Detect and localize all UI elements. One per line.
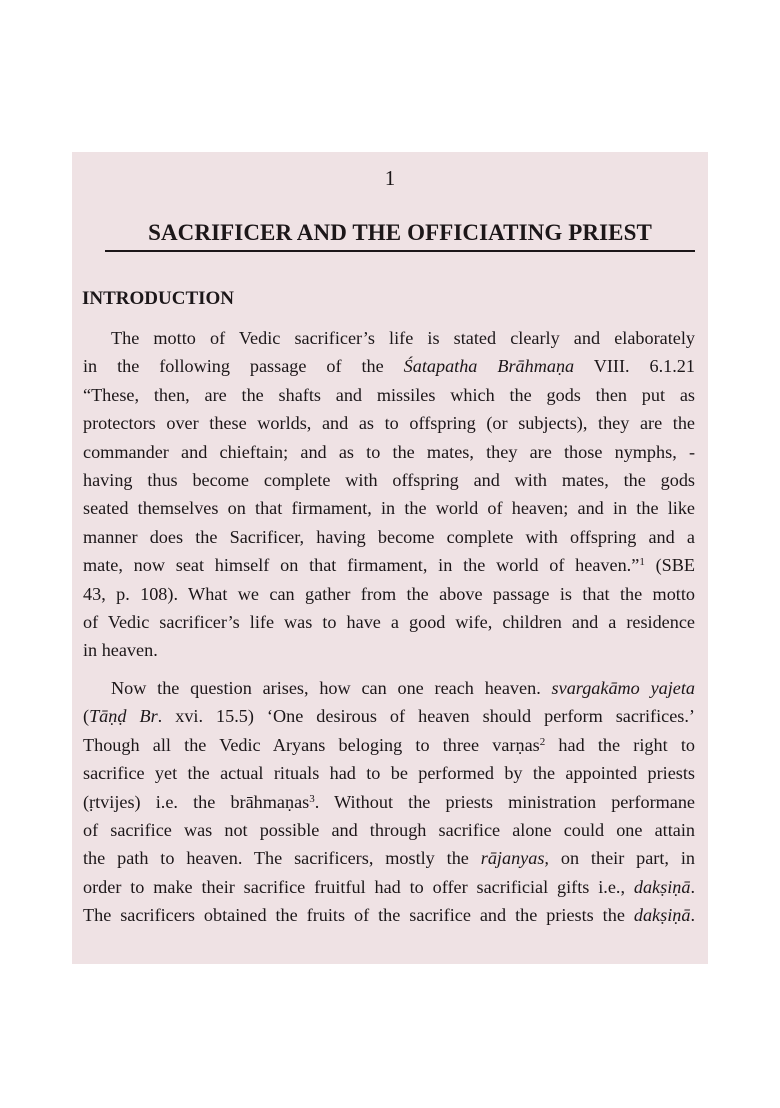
text-line: (Tāṇḍ Br. xvi. 15.5) ‘One desirous of heaven should perform sacrifices.’ <box>83 706 695 727</box>
italic-term: svargakāmo yajeta <box>551 677 696 698</box>
text-line: of Vedic sacrificer’s life was to have a good wife, children and a residence <box>83 612 695 633</box>
italic-term: Tāṇḍ Br <box>89 706 158 727</box>
title-underline <box>105 250 695 252</box>
section-heading: INTRODUCTION <box>82 288 235 309</box>
paragraph-1 <box>83 324 695 665</box>
text-line: Now the question arises, how can one reach heaven. svargakāmo yajeta <box>111 677 696 698</box>
page-number: 1 <box>384 166 396 190</box>
text-line: “These, then, are the shafts and missiles which the gods then put as <box>83 384 695 405</box>
italic-term: Śatapatha Brāhmaṇa <box>403 356 575 377</box>
text-line: in heaven. <box>83 640 158 661</box>
italic-term: rājanyas, <box>480 848 549 869</box>
text-line: seated themselves on that firmament, in the world of heaven; and in the like <box>83 498 695 519</box>
text-line: commander and chieftain; and as to the mates, they are those nymphs, - <box>83 441 695 462</box>
text-line: (ṛtvijes) i.e. the brāhmaṇas$^3$. Without the priests ministration performane <box>83 791 696 812</box>
text-line: of sacrifice was not possible and through sacrifice alone could one attain <box>83 819 695 840</box>
text-line: The sacrificers obtained the fruits of the sacrifice and the priests the dakṣiṇā. <box>83 905 695 926</box>
text-line: Though all the Vedic Aryans beloging to three varṇas$^2$ had the right to <box>83 734 695 755</box>
text-line: mate, now seat himself on that firmament, in the world of heaven.”$^1$ (SBE <box>83 555 695 576</box>
italic-term: dakṣiṇā <box>633 876 691 897</box>
text-line: 43, p. 108). What we can gather from the above passage is that the motto <box>83 583 695 604</box>
text-line: order to make their sacrifice fruitful had to offer sacrificial gifts i.e., dakṣiṇā. <box>83 876 695 897</box>
text-line: manner does the Sacrificer, having become complete with offspring and a <box>83 526 695 547</box>
footnote-ref: 1 <box>639 556 645 569</box>
text-line: The motto of Vedic sacrificer’s life is stated clearly and elaborately <box>111 328 695 348</box>
italic-term: dakṣiṇā <box>633 905 691 926</box>
book-page <box>72 152 708 964</box>
chapter-title: SACRIFICER AND THE OFFICIATING PRIEST <box>148 220 652 245</box>
text-line: the path to heaven. The sacrificers, mostly the rājanyas, on their part, in <box>83 848 695 869</box>
text-line: having thus become complete with offspring and with mates, the gods <box>83 470 695 491</box>
body-text <box>83 324 695 930</box>
paragraph-2 <box>83 674 695 930</box>
text-line: sacrifice yet the actual rituals had to be performed by the appointed priests <box>83 763 695 784</box>
footnote-ref: 2 <box>539 735 546 748</box>
text-line: protectors over these worlds, and as to offspring (or subjects), they are the <box>83 413 695 434</box>
footnote-ref: 3 <box>309 792 315 805</box>
text-line: in the following passage of the Śatapatha Brāhmaṇa VIII. 6.1.21 <box>83 356 695 377</box>
